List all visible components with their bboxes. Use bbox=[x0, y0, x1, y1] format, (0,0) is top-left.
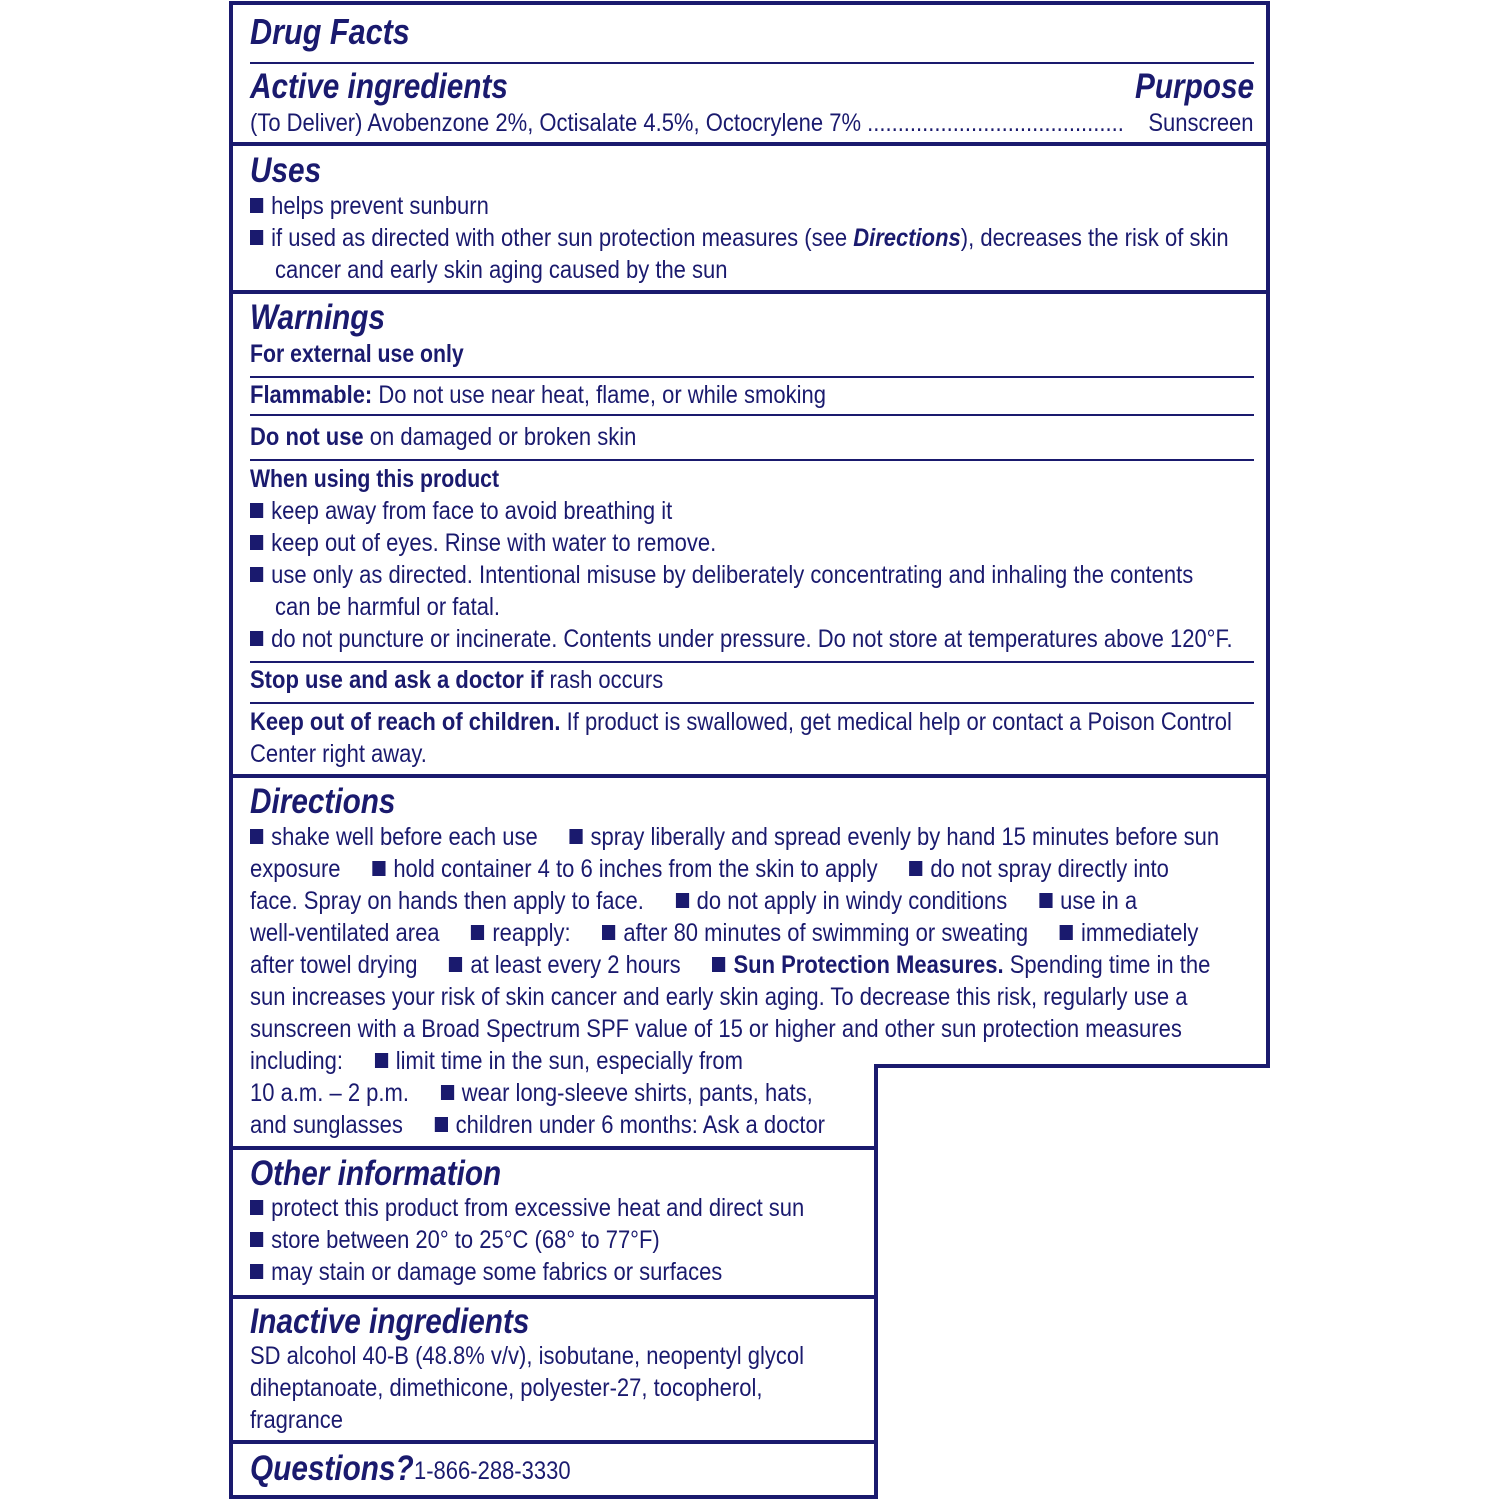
directions-line-6: sun increases your risk of skin cancer and early skin aging. To decrease this risk, regularly use a bbox=[250, 983, 1188, 1011]
sun-protection-label: Sun Protection Measures. bbox=[733, 951, 1004, 979]
bullet-icon bbox=[250, 1232, 263, 1247]
uses-item-2-emphasis: Directions bbox=[853, 224, 961, 252]
directions-text: children under 6 months: Ask a doctor bbox=[455, 1111, 826, 1139]
directions-text: Spending time in the bbox=[1003, 951, 1211, 979]
bullet-icon bbox=[250, 829, 263, 844]
bullet-icon bbox=[1039, 893, 1052, 908]
directions-line-1 bbox=[250, 821, 1219, 853]
bullet-icon bbox=[250, 230, 263, 245]
when-using-item-2 bbox=[250, 527, 716, 559]
when-using-item-1 bbox=[250, 495, 672, 527]
uses-item-2-continued: cancer and early skin aging caused by the sun bbox=[275, 256, 728, 284]
uses-item-2-post: ), decreases the risk of skin bbox=[960, 224, 1229, 252]
when-using-item-2-text: keep out of eyes. Rinse with water to remove. bbox=[271, 529, 717, 557]
flammable-label: Flammable: bbox=[250, 381, 373, 409]
warnings-heading: Warnings bbox=[250, 298, 386, 337]
directions-line-2 bbox=[250, 853, 1169, 885]
inactive-line-3: fragrance bbox=[250, 1406, 343, 1434]
flammable-warning bbox=[250, 379, 826, 411]
bullet-icon bbox=[435, 1117, 448, 1132]
stop-use-label: Stop use and ask a doctor if bbox=[250, 666, 544, 694]
bullet-icon bbox=[250, 631, 263, 646]
bullet-icon bbox=[250, 1200, 263, 1215]
bullet-icon bbox=[250, 535, 263, 550]
directions-heading: Directions bbox=[250, 782, 396, 821]
bullet-icon bbox=[250, 503, 263, 518]
when-using-item-3 bbox=[250, 559, 1193, 591]
bullet-icon bbox=[250, 1264, 263, 1279]
directions-text: after towel drying bbox=[250, 951, 418, 979]
when-using-item-4-text: do not puncture or incinerate. Contents under pressure. Do not store at temperatures above 120°F. bbox=[271, 625, 1233, 653]
when-using-item-1-text: keep away from face to avoid breathing it bbox=[271, 497, 673, 525]
directions-line-7: sunscreen with a Broad Spectrum SPF value of 15 or higher and other sun protection measures bbox=[250, 1015, 1182, 1043]
external-use-label: For external use only bbox=[250, 340, 464, 368]
bullet-icon bbox=[372, 861, 385, 876]
directions-text: well-ventilated area bbox=[250, 919, 440, 947]
do-not-use-warning bbox=[250, 421, 636, 453]
flammable-text: Do not use near heat, flame, or while smoking bbox=[372, 381, 826, 409]
directions-line-5 bbox=[250, 949, 1210, 981]
directions-text: spray liberally and spread evenly by hand 15 minutes before sun bbox=[590, 823, 1220, 851]
do-not-use-text: on damaged or broken skin bbox=[363, 423, 637, 451]
uses-item-2 bbox=[250, 222, 1229, 254]
active-ingredients-text: (To Deliver) Avobenzone 2%, Octisalate 4.5%, Octocrylene 7% bbox=[250, 109, 862, 137]
directions-text: reapply: bbox=[492, 919, 571, 947]
bullet-icon bbox=[471, 925, 484, 940]
directions-line-10 bbox=[250, 1109, 825, 1141]
directions-text: shake well before each use bbox=[271, 823, 538, 851]
other-item-1 bbox=[250, 1192, 804, 1224]
when-using-item-3-continued: can be harmful or fatal. bbox=[275, 593, 501, 621]
inactive-line-1: SD alcohol 40-B (48.8% v/v), isobutane, neopentyl glycol bbox=[250, 1342, 804, 1370]
other-item-1-text: protect this product from excessive heat and direct sun bbox=[271, 1194, 805, 1222]
bullet-icon bbox=[250, 567, 263, 582]
leader-dots: .......................................... bbox=[867, 109, 1124, 137]
other-item-2 bbox=[250, 1224, 660, 1256]
keep-out-label: Keep out of reach of children. bbox=[250, 708, 561, 736]
page-title: Drug Facts bbox=[250, 11, 410, 52]
directions-text: face. Spray on hands then apply to face. bbox=[250, 887, 644, 915]
uses-item-1-text: helps prevent sunburn bbox=[271, 192, 489, 220]
when-using-item-4 bbox=[250, 623, 1233, 655]
inactive-line-2: diheptanoate, dimethicone, polyester-27, tocopherol, bbox=[250, 1374, 763, 1402]
bullet-icon bbox=[602, 925, 615, 940]
directions-text: use in a bbox=[1060, 887, 1138, 915]
directions-text: wear long-sleeve shirts, pants, hats, bbox=[461, 1079, 813, 1107]
directions-text: including: bbox=[250, 1047, 343, 1075]
active-ingredients-line bbox=[250, 107, 1124, 139]
active-ingredients-heading: Active ingredients bbox=[250, 67, 508, 106]
bullet-icon bbox=[375, 1053, 388, 1068]
directions-text: limit time in the sun, especially from bbox=[395, 1047, 744, 1075]
do-not-use-label: Do not use bbox=[250, 423, 364, 451]
uses-item-2-pre: if used as directed with other sun protection measures (see bbox=[271, 224, 854, 252]
bullet-icon bbox=[712, 957, 725, 972]
directions-line-4 bbox=[250, 917, 1198, 949]
purpose-heading: Purpose bbox=[1134, 67, 1254, 106]
bullet-icon bbox=[449, 957, 462, 972]
uses-item-1 bbox=[250, 190, 489, 222]
directions-text: exposure bbox=[250, 855, 341, 883]
directions-line-8 bbox=[250, 1045, 743, 1077]
directions-text: do not apply in windy conditions bbox=[696, 887, 1008, 915]
stop-use-warning bbox=[250, 664, 663, 696]
bullet-icon bbox=[1060, 925, 1073, 940]
keep-out-text: If product is swallowed, get medical help or contact a Poison Control bbox=[560, 708, 1232, 736]
directions-line-3 bbox=[250, 885, 1137, 917]
keep-out-continued: Center right away. bbox=[250, 740, 427, 768]
directions-line-9 bbox=[250, 1077, 813, 1109]
directions-text: 10 a.m. – 2 p.m. bbox=[250, 1079, 409, 1107]
keep-out-warning bbox=[250, 706, 1232, 738]
directions-text: at least every 2 hours bbox=[470, 951, 681, 979]
questions-phone: 1-866-288-3330 bbox=[414, 1457, 571, 1485]
directions-text: hold container 4 to 6 inches from the skin to apply bbox=[393, 855, 878, 883]
questions-heading: Questions? bbox=[250, 1449, 414, 1488]
other-information-heading: Other information bbox=[250, 1154, 502, 1193]
bullet-icon bbox=[569, 829, 582, 844]
directions-text: and sunglasses bbox=[250, 1111, 403, 1139]
other-item-3-text: may stain or damage some fabrics or surfaces bbox=[271, 1258, 723, 1286]
uses-heading: Uses bbox=[250, 151, 322, 190]
directions-text: after 80 minutes of swimming or sweating bbox=[623, 919, 1029, 947]
other-item-2-text: store between 20° to 25°C (68° to 77°F) bbox=[271, 1226, 660, 1254]
stop-use-text: rash occurs bbox=[543, 666, 664, 694]
other-item-3 bbox=[250, 1256, 722, 1288]
inactive-ingredients-heading: Inactive ingredients bbox=[250, 1302, 530, 1341]
when-using-item-3-text: use only as directed. Intentional misuse by deliberately concentrating and inhaling the contents bbox=[271, 561, 1194, 589]
bullet-icon bbox=[250, 198, 263, 213]
directions-text: immediately bbox=[1080, 919, 1199, 947]
bullet-icon bbox=[441, 1085, 454, 1100]
when-using-heading: When using this product bbox=[250, 465, 500, 493]
purpose-value: Sunscreen bbox=[1148, 109, 1254, 137]
directions-text: do not spray directly into bbox=[930, 855, 1169, 883]
bullet-icon bbox=[909, 861, 922, 876]
bullet-icon bbox=[676, 893, 689, 908]
